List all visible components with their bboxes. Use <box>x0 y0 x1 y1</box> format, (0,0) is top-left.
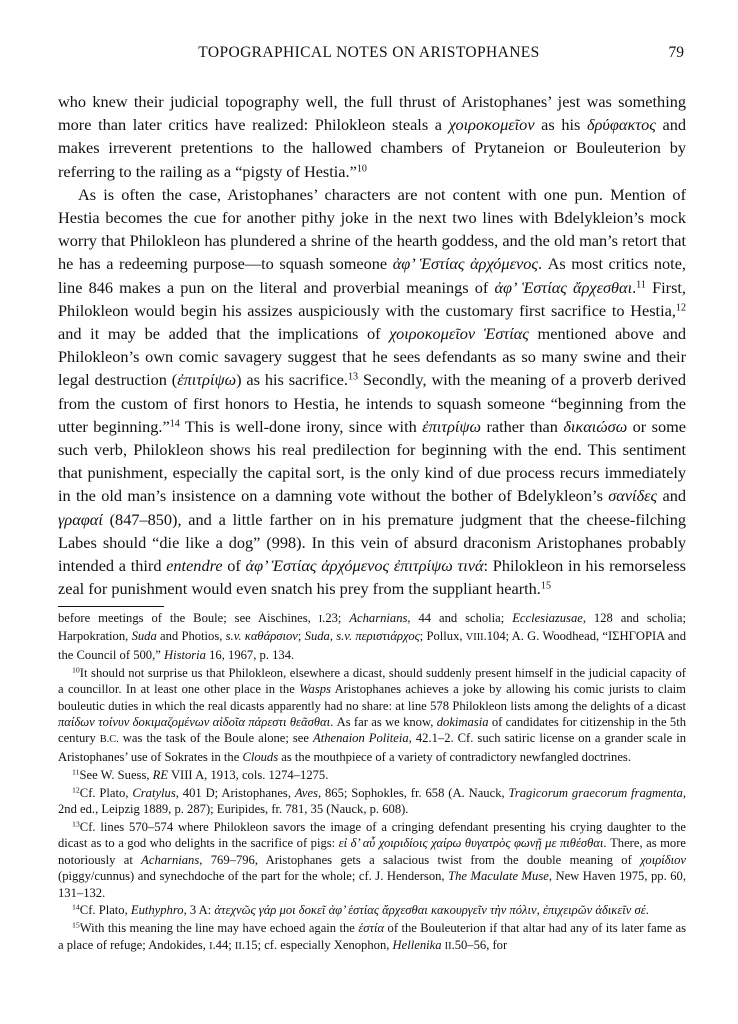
footnote-10 <box>58 665 686 765</box>
text-run: rather than <box>481 416 564 436</box>
footnote-number: 12 <box>72 785 80 795</box>
text-run: Secondly, with the meaning of a proverb derived from the custom of first honors to Hestia, he intends to squash someone “beginning from the utter beginning.” <box>58 370 686 436</box>
text-run: or some such verb, Philokleon shows his real predilection for beginning with the end. This sentiment that punishment, especially the capital sort, is the only kind of due process recurs immediately in the old man’s insistence on a damning vote without the bother of Bdelykleon’s <box>58 416 686 506</box>
text-run: Aves <box>294 785 318 800</box>
text-run: s.v. <box>225 629 242 644</box>
text-run: Cratylus <box>132 785 176 800</box>
text-run: mentioned above and Philokleon’s own comic savagery suggest that he sees defendants as so many swine and their legal destruction ( <box>58 324 687 390</box>
text-run: , 2nd ed., Leipzig 1889, p. 287); Euripides, fr. 781, 35 (Nauck, p. 608). <box>58 785 686 816</box>
footnote-number: 10 <box>72 665 80 675</box>
greek-text: γραφαί <box>58 509 103 529</box>
text-run: I <box>318 614 323 625</box>
footnote-number: 11 <box>72 767 80 777</box>
text-run: ) as his sacrifice. <box>236 370 348 390</box>
main-text <box>58 90 686 600</box>
text-run: χοιρίδιον <box>640 852 686 867</box>
text-run: B.C. <box>99 734 119 746</box>
footnote-number: 14 <box>72 903 80 913</box>
text-run: and <box>657 486 687 506</box>
text-run: and it may be added that the implications of <box>58 324 390 344</box>
text-run: The Maculate Muse <box>448 869 549 884</box>
running-head <box>0 44 738 66</box>
text-run: and makes irreverent pretentions to the hallowed chambers of Prytaneion or Bouleuterion by referring to the railing as a “pigsty of Hestia.” <box>58 115 686 181</box>
text-run: ; Pollux, <box>419 629 466 644</box>
text-run: Suda <box>131 629 157 644</box>
text-run: ; <box>297 629 305 644</box>
text-run: of <box>222 556 246 576</box>
text-run: VIII <box>465 632 484 644</box>
text-run: Ecclesiazusae <box>512 611 583 625</box>
text-run: , 401 D; Aristophanes, <box>175 785 295 800</box>
text-run: Suda <box>304 629 330 644</box>
text-run: . <box>645 903 649 918</box>
running-title: TOPOGRAPHICAL NOTES ON ARISTOPHANES <box>198 44 540 61</box>
text-run: , <box>329 629 337 644</box>
text-run: Aristophanes achieves a joke by allowing his comic jurists to claim bouleutic duties in which the real dicasts apparently had no share: at line 578 Philokleon lists among the delights of a dicast <box>58 682 686 713</box>
greek-text: ἀφ’ Ἑστίας ἀρχόμενος <box>392 254 538 274</box>
text-run: First, Philokleon would begin his assizes auspiciously with the customary first sacrifice to Hestia, <box>58 277 686 320</box>
text-run: .50–56, for <box>451 937 508 952</box>
greek-text: ἀφ’ Ἑστίας ἀρχόμενος ἐπιτρίψω τινά <box>245 556 484 576</box>
text-run: Acharnians <box>349 611 408 625</box>
footnote-12 <box>58 785 686 818</box>
footnote-15 <box>58 920 686 955</box>
text-run: Acharnians <box>141 852 200 867</box>
text-run: . As far as we know, <box>330 714 437 729</box>
text-run: was the task of the Boule alone; see <box>118 731 314 746</box>
page-number: 79 <box>668 44 684 61</box>
text-run: See W. Suess, <box>79 767 153 782</box>
text-run: of candidates for citizenship in the 5th century <box>58 714 686 746</box>
greek-text: δρύφακτος <box>587 115 656 135</box>
text-run: and Photios, <box>156 629 226 644</box>
text-run: I <box>209 940 213 952</box>
text-run: (847–850), and a little farther on in his premature judgment that the cheese-filching Labes should “die like a dog” (998). In this vein of absurd draconism Aristophanes probably intended a third <box>58 509 686 576</box>
text-run: Cf. Plato, <box>79 903 131 918</box>
text-run: II <box>444 940 452 952</box>
text-run: as his <box>534 115 588 135</box>
text-run: .23; <box>322 611 350 625</box>
text-run: With this meaning the line may have echoed again the <box>79 921 359 936</box>
text-run: as the mouthpiece of a variety of contradictory newfangled doctrines. <box>278 749 631 764</box>
footnote-number: 13 <box>72 819 80 829</box>
text-run: , 769–796, Aristophanes gets a salacious twist from the double meaning of <box>199 852 641 867</box>
text-run: .44; <box>212 937 235 952</box>
greek-text: δικαιώσω <box>563 416 628 436</box>
footnote-ref-11[interactable]: 11 <box>636 279 646 291</box>
text-run: , 44 and scholia; <box>407 611 513 625</box>
text-run: This is well-done irony, since with <box>179 416 423 436</box>
text-run: .104; A. G. Woodhead, “ΙΣΗΓΟΡΙΑ and the Council of 500,” <box>58 629 687 662</box>
greek-text: χοιροκομεῖον Ἑστίας <box>389 324 529 344</box>
text-run: περιστιάρχος <box>355 629 420 644</box>
text-run: Athenaion Politeia <box>313 731 409 746</box>
footnote-ref-12[interactable]: 12 <box>675 302 686 314</box>
text-run: εἰ δ’ αὖ χοιριδίοις χαίρω θυγατρὸς φωνῇ με πιθέσθαι <box>338 836 604 851</box>
text-run: who knew their judicial topography well, the full thrust of Aristophanes’ jest was something more than later critics have realized: Philokleon steals a <box>58 92 686 135</box>
paragraph-2 <box>58 183 686 601</box>
greek-text: χοιροκομεῖον <box>448 115 535 135</box>
footnote-rule <box>58 606 164 607</box>
footnote-11 <box>58 767 686 783</box>
text-run: before meetings of the Boule; see Aischines, <box>58 611 319 625</box>
text-run: ἑστία <box>358 921 385 936</box>
footnotes <box>58 610 686 957</box>
text-run: : Philokleon in his remorseless zeal for punishment would even snatch his prey from the suppliant hearth. <box>58 556 686 599</box>
footnote-number: 15 <box>72 921 80 931</box>
text-run: VIII A, 1913, cols. 1274–1275. <box>168 767 329 782</box>
text-run: . <box>632 277 637 297</box>
text-run: Clouds <box>242 749 279 764</box>
greek-text: ἐπιτρίψω <box>177 370 237 390</box>
greek-text: ἀφ’ Ἑστίας ἄρχεσθαι <box>494 277 633 297</box>
footnote-ref-10[interactable]: 10 <box>356 163 367 175</box>
text-run: . As most critics note, line 846 makes a pun on the literal and proverbial meanings of <box>58 254 687 297</box>
text-run: Tragicorum graecorum fragmenta <box>508 785 683 800</box>
text-run: Historia <box>163 647 206 662</box>
text-run: . There, as more notoriously at <box>58 836 686 867</box>
text-run: , New Haven 1975, pp. 60, 131–132. <box>58 869 686 900</box>
paragraph-1 <box>58 90 686 183</box>
text-run: of the Bouleuterion if that altar had any of its later fame as a place of refuge; Andokides, <box>58 921 687 952</box>
footnote-ref-15[interactable]: 15 <box>540 580 551 592</box>
greek-text: σανίδες <box>608 486 658 506</box>
text-run: It should not surprise us that Philokleon, elsewhere a dicast, should suddenly present himself in the judicial capacity of a councillor. In at least one other place in the <box>58 665 686 697</box>
text-run: , 865; Sophokles, fr. 658 (A. Nauck, <box>317 785 509 800</box>
text-run: .15; cf. especially Xenophon, <box>241 937 393 952</box>
text-run: , 128 and scholia; Harpokration, <box>58 611 687 644</box>
italic-text: entendre <box>166 556 223 576</box>
text-run: , 42.1–2. Cf. such satiric license on a grander scale in Aristophanes’ use of Sokrates in the <box>58 731 686 764</box>
text-run: As is often the case, Aristophanes’ characters are not content with one pun. Mention of Hestia becomes the cue for another pithy joke in the next two lines with Bdelykleion’s mock worry that Philokleon has plundered a shrine of the hearth goddess, and the old man’s retort that he has a redeeming purpose—to squash someone <box>58 184 686 274</box>
greek-text: ἐπιτρίψω <box>422 416 482 436</box>
footnote-ref-14[interactable]: 14 <box>169 418 180 430</box>
text-run: II <box>234 940 242 952</box>
text-run: Hellenika <box>392 937 442 952</box>
text-run: Cf. Plato, <box>79 785 133 800</box>
text-run: παίδων τοίνυν δοκιμαζομένων αἰδοῖα πάρεστι θεᾶσθαι <box>58 714 331 729</box>
text-run: 16, 1967, p. 134. <box>205 647 295 662</box>
text-run: καθάρσιον <box>244 629 298 644</box>
text-run: Cf. lines 570–574 where Philokleon savors the image of a cringing defendant presenting his crying daughter to the dicast as to a god who delights in the sacrifice of pigs: <box>58 819 686 851</box>
text-run: Wasps <box>299 682 331 697</box>
text-run: ἀτεχνῶς γάρ μοι δοκεῖ ἀφ’ ἑστίας ἄρχεσθαι κακουργεῖν τὴν πόλιν, ἐπιχειρῶν ἀδικεῖν σέ <box>214 903 646 918</box>
footnote-continued <box>58 610 686 663</box>
text-run: RE <box>152 767 169 782</box>
footnote-13 <box>58 819 686 901</box>
text-run: Euthyphro <box>130 903 184 918</box>
footnote-ref-13[interactable]: 13 <box>347 371 359 383</box>
text-run: s.v. <box>336 629 353 644</box>
footnote-14 <box>58 902 686 918</box>
text-run: , 3 A: <box>183 903 215 918</box>
text-run: dokimasia <box>436 714 489 729</box>
text-run: (piggy/cunnus) and synechdoche of the part for the whole; cf. J. Henderson, <box>58 869 449 884</box>
